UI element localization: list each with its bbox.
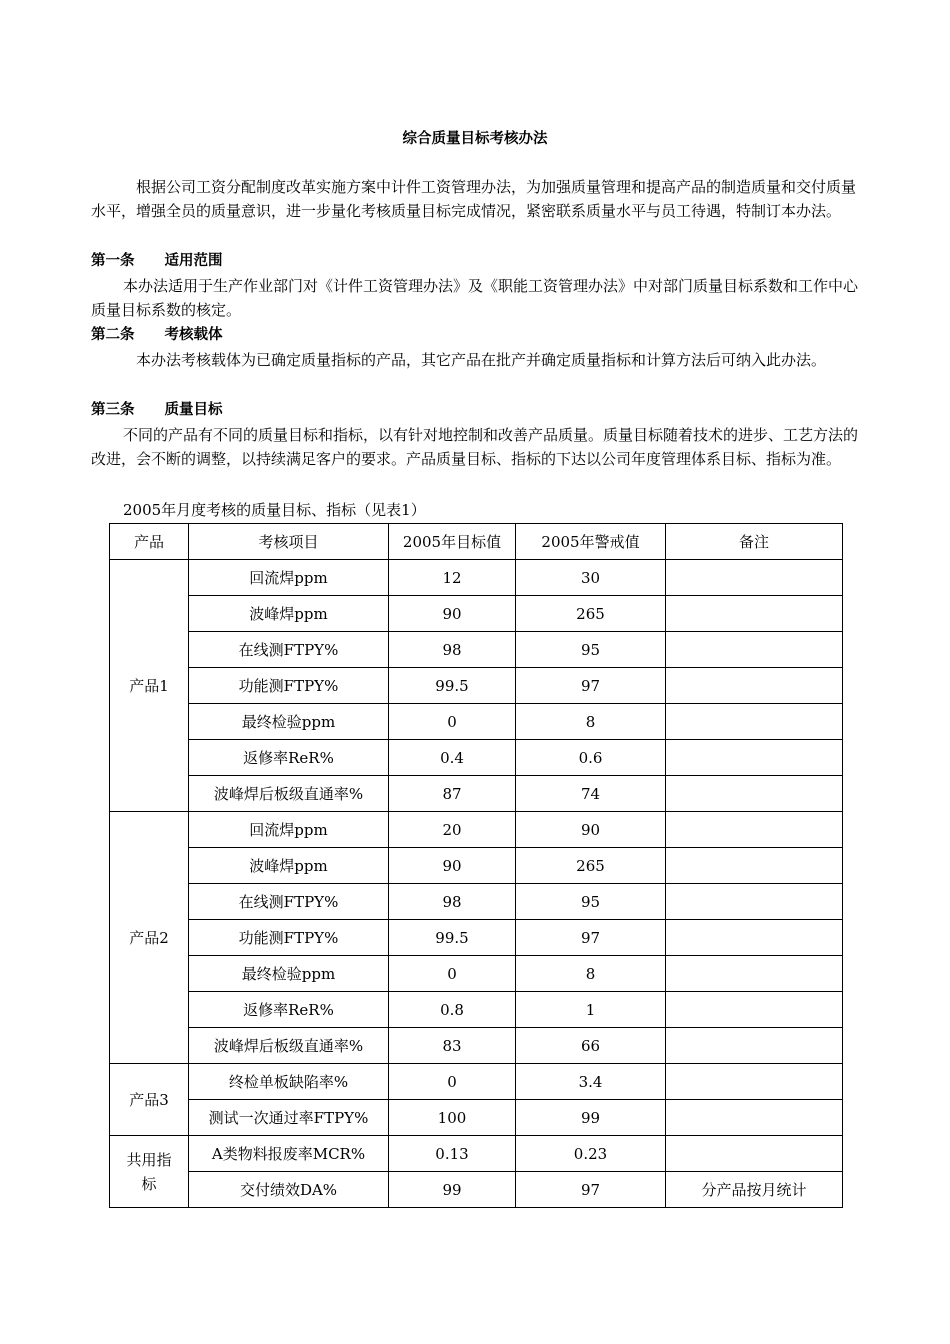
- remark-cell: [666, 776, 843, 812]
- warning-cell: 30: [516, 560, 666, 596]
- table-row: [110, 1028, 843, 1064]
- item-cell: 功能测FTPY%: [189, 920, 389, 956]
- item-cell: 最终检验ppm: [189, 704, 389, 740]
- item-cell: 最终检验ppm: [189, 956, 389, 992]
- table-caption: 2005年月度考核的质量目标、指标（见表1）: [123, 501, 426, 519]
- item-cell: 回流焊ppm: [189, 560, 389, 596]
- section-3-heading: [91, 400, 223, 420]
- warning-cell: 1: [516, 992, 666, 1028]
- item-cell: 在线测FTPY%: [189, 632, 389, 668]
- warning-cell: 90: [516, 812, 666, 848]
- target-cell: 90: [389, 848, 516, 884]
- table-header-row: [110, 524, 843, 560]
- section-3-name: 质量目标: [164, 402, 223, 418]
- table-row: [110, 848, 843, 884]
- item-cell: 功能测FTPY%: [189, 668, 389, 704]
- warning-cell: 95: [516, 632, 666, 668]
- table-row: [110, 1064, 843, 1100]
- target-cell: 98: [389, 884, 516, 920]
- table-row: [110, 1172, 843, 1208]
- table-row: [110, 668, 843, 704]
- target-cell: 12: [389, 560, 516, 596]
- remark-cell: [666, 560, 843, 596]
- warning-cell: 66: [516, 1028, 666, 1064]
- product-cell: 产品2: [110, 812, 189, 1064]
- table-row: [110, 884, 843, 920]
- product-cell: 共用指标: [110, 1136, 189, 1208]
- warning-cell: 265: [516, 848, 666, 884]
- remark-cell: [666, 1064, 843, 1100]
- item-cell: 波峰焊后板级直通率%: [189, 1028, 389, 1064]
- warning-cell: 97: [516, 920, 666, 956]
- table-row: [110, 560, 843, 596]
- warning-cell: 0.6: [516, 740, 666, 776]
- target-cell: 20: [389, 812, 516, 848]
- quality-targets-table: [109, 523, 843, 1208]
- remark-cell: [666, 812, 843, 848]
- document-title: 综合质量目标考核办法: [402, 131, 548, 147]
- item-cell: 测试一次通过率FTPY%: [189, 1100, 389, 1136]
- section-1-heading: [91, 251, 223, 271]
- item-cell: 返修率ReR%: [189, 992, 389, 1028]
- table-row: [110, 1136, 843, 1172]
- remark-cell: [666, 992, 843, 1028]
- warning-cell: 8: [516, 704, 666, 740]
- remark-cell: [666, 704, 843, 740]
- warning-cell: 99: [516, 1100, 666, 1136]
- target-cell: 0: [389, 956, 516, 992]
- section-2-body: 本办法考核载体为已确定质量指标的产品，其它产品在批产并确定质量指标和计算方法后可纳入此办法。: [136, 351, 827, 369]
- remark-cell: [666, 1100, 843, 1136]
- item-cell: 波峰焊后板级直通率%: [189, 776, 389, 812]
- item-cell: 波峰焊ppm: [189, 596, 389, 632]
- remark-cell: [666, 596, 843, 632]
- target-cell: 0.13: [389, 1136, 516, 1172]
- target-cell: 87: [389, 776, 516, 812]
- remark-cell: [666, 668, 843, 704]
- header-remark: 备注: [666, 524, 843, 560]
- header-warning: 2005年警戒值: [516, 524, 666, 560]
- section-1-name: 适用范围: [164, 253, 223, 269]
- remark-cell: [666, 740, 843, 776]
- item-cell: 回流焊ppm: [189, 812, 389, 848]
- section-2-number: 第二条: [91, 327, 135, 343]
- target-cell: 98: [389, 632, 516, 668]
- target-cell: 99.5: [389, 920, 516, 956]
- section-3-number: 第三条: [91, 402, 135, 418]
- target-cell: 0.8: [389, 992, 516, 1028]
- remark-cell: [666, 1136, 843, 1172]
- table-row: [110, 596, 843, 632]
- target-cell: 99: [389, 1172, 516, 1208]
- warning-cell: 265: [516, 596, 666, 632]
- target-cell: 90: [389, 596, 516, 632]
- item-cell: 返修率ReR%: [189, 740, 389, 776]
- header-target: 2005年目标值: [389, 524, 516, 560]
- table-row: [110, 920, 843, 956]
- warning-cell: 97: [516, 668, 666, 704]
- table-row: [110, 992, 843, 1028]
- product-cell: 产品3: [110, 1064, 189, 1136]
- warning-cell: 95: [516, 884, 666, 920]
- intro-paragraph: 根据公司工资分配制度改革实施方案中计件工资管理办法，为加强质量管理和提高产品的制造质量和交付质量水平，增强全员的质量意识，进一步量化考核质量目标完成情况，紧密联系质量水平与员工待遇，特制订本办法。: [91, 178, 857, 220]
- warning-cell: 8: [516, 956, 666, 992]
- warning-cell: 3.4: [516, 1064, 666, 1100]
- table-row: [110, 704, 843, 740]
- table-row: [110, 740, 843, 776]
- remark-cell: [666, 848, 843, 884]
- item-cell: 终检单板缺陷率%: [189, 1064, 389, 1100]
- table-row: [110, 956, 843, 992]
- remark-cell: 分产品按月统计: [666, 1172, 843, 1208]
- remark-cell: [666, 632, 843, 668]
- table-row: [110, 632, 843, 668]
- section-1-number: 第一条: [91, 253, 135, 269]
- header-product: 产品: [110, 524, 189, 560]
- target-cell: 0.4: [389, 740, 516, 776]
- section-1-body: 本办法适用于生产作业部门对《计件工资管理办法》及《职能工资管理办法》中对部门质量目标系数和工作中心质量目标系数的核定。: [91, 277, 859, 319]
- section-2-heading: [91, 325, 223, 345]
- table-row: [110, 812, 843, 848]
- table-row: [110, 1100, 843, 1136]
- remark-cell: [666, 956, 843, 992]
- table-row: [110, 776, 843, 812]
- item-cell: 在线测FTPY%: [189, 884, 389, 920]
- item-cell: 波峰焊ppm: [189, 848, 389, 884]
- section-2-name: 考核载体: [164, 327, 223, 343]
- target-cell: 0: [389, 1064, 516, 1100]
- warning-cell: 74: [516, 776, 666, 812]
- target-cell: 99.5: [389, 668, 516, 704]
- remark-cell: [666, 1028, 843, 1064]
- remark-cell: [666, 884, 843, 920]
- section-3-body: 不同的产品有不同的质量目标和指标，以有针对地控制和改善产品质量。质量目标随着技术的进步、工艺方法的改进，会不断的调整，以持续满足客户的要求。产品质量目标、指标的下达以公司年度管理体系目标、指标为准。: [91, 426, 859, 468]
- target-cell: 83: [389, 1028, 516, 1064]
- warning-cell: 0.23: [516, 1136, 666, 1172]
- item-cell: 交付绩效DA%: [189, 1172, 389, 1208]
- target-cell: 100: [389, 1100, 516, 1136]
- target-cell: 0: [389, 704, 516, 740]
- item-cell: A类物料报废率MCR%: [189, 1136, 389, 1172]
- warning-cell: 97: [516, 1172, 666, 1208]
- header-item: 考核项目: [189, 524, 389, 560]
- product-cell: 产品1: [110, 560, 189, 812]
- remark-cell: [666, 920, 843, 956]
